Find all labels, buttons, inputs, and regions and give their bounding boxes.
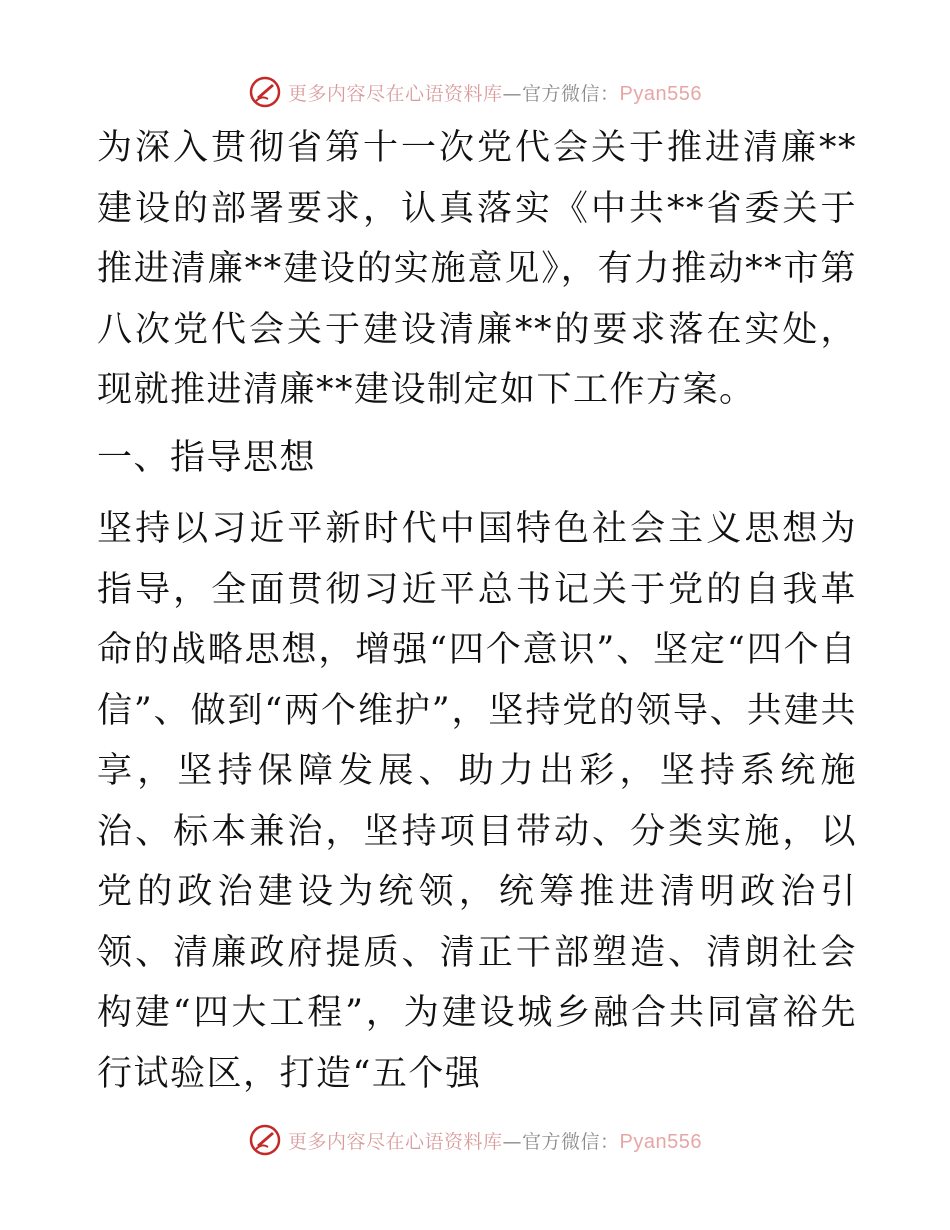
page-header <box>0 72 950 112</box>
logo-icon <box>248 75 282 109</box>
header-dash: — <box>502 82 523 105</box>
header-label: 官方微信： <box>522 82 620 105</box>
document-body <box>97 118 857 1104</box>
header-title: 更多内容尽在心语资料库 <box>288 82 503 105</box>
header-text <box>288 79 702 106</box>
footer-dash: — <box>502 1130 523 1153</box>
footer-text <box>288 1127 702 1154</box>
page-footer <box>0 1120 950 1160</box>
footer-wechat-id: Pyan556 <box>619 1130 702 1153</box>
footer-label: 官方微信： <box>522 1130 620 1153</box>
footer-title: 更多内容尽在心语资料库 <box>288 1130 503 1153</box>
body-paragraph: 坚持以习近平新时代中国特色社会主义思想为指导，全面贯彻习近平总书记关于党的自我革命的战略思想，增强“四个意识”、坚定“四个自信”、做到“两个维护”，坚持党的领导、共建共享，坚持保障发展、助力出彩，坚持系统施治、标本兼治，坚持项目带动、分类实施，以党的政治建设为统领，统筹推进清明政治引领、清廉政府提质、清正干部塑造、清朗社会构建“四大工程”，为建设城乡融合共同富裕先行试验区，打造“五个强 <box>97 509 857 1094</box>
section-heading: 一、指导思想 <box>97 437 317 478</box>
logo-icon <box>248 1123 282 1157</box>
header-wechat-id: Pyan556 <box>619 82 702 105</box>
intro-paragraph: 为深入贯彻省第十一次党代会关于推进清廉**建设的部署要求，认真落实《中共**省委关于推进清廉**建设的实施意见》，有力推动**市第八次党代会关于建设清廉**的要求落在实处，现就推进清廉**建设制定如下工作方案。 <box>97 128 857 410</box>
